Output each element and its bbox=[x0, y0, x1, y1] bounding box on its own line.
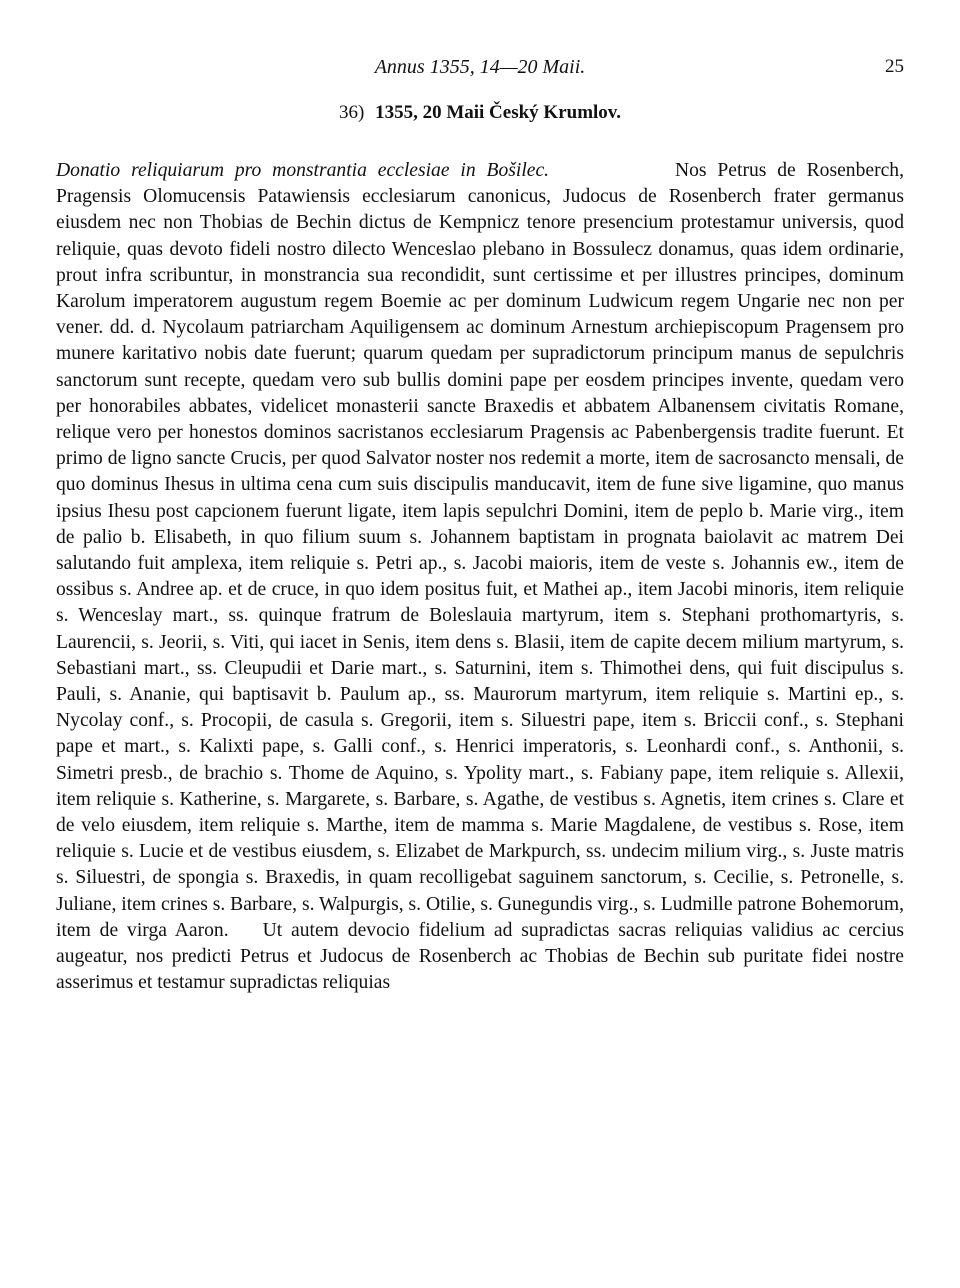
document-regest: Donatio reliquiarum pro monstrantia ecclesiae in Bošilec. bbox=[56, 160, 550, 181]
document-date-place: 1355, 20 Maii Český Krumlov. bbox=[375, 102, 622, 123]
document-heading bbox=[56, 102, 904, 130]
page-number: 25 bbox=[885, 56, 904, 77]
running-head-title: Annus 1355, 14—20 Maii. bbox=[374, 56, 586, 78]
document-text-part2: Ut autem devocio fidelium ad supradictas sacras reliquias validius ac cercius augeatur, nos predicti Petrus et Judocus de Rosenberch ac Thobias de Bechin sub puritate fidei nostre asserimus et testamur supradictas reliquias bbox=[56, 919, 904, 994]
document-body bbox=[56, 158, 904, 997]
document-text-part1: Nos Petrus de Rosenberch, Pragensis Olomucensis Patawiensis ecclesiarum canonicus, Judocus de Rosenberch frater germanus eiusdem nec non Thobias de Bechin dictus de Kempnicz tenore presencium protestamur universis, quod reliquie, quas devoto fideli nostro dilecto Wenceslao plebano in Bossulecz donamus, quas idem ordinarie, prout infra scribuntur, in monstrancia sua recondidit, sunt certissime et per illustres principes, dominum Karolum imperatorem augustum regem Boemie ac per dominum Ludwicum regem Ungarie nec non per vener. dd. d. Nycolaum patriarcham Aquiligensem ac dominum Arnestum archiepiscopum Pragensem pro munere karitativo nobis date fuerunt; quarum quedam per supradictorum principum manus de sepulchris sanctorum sunt recepte, quedam vero sub bullis domini pape per eosdem principes invente, quedam vero per honorabiles abbates, videlicet monasterii sancte Braxedis et abbatem Albanensem civitatis Romane, relique vero per honestos dominos sacristanos ecclesiarum Pragensis ac Pabenbergensis tradite fuerunt. Et primo de ligno sancte Crucis, per quod Salvator noster nos redemit a morte, item de sacrosancto mensali, de quo dominus Ihesus in ultima cena cum suis discipulis manducavit, item de fune sive ligamine, quo manus ipsius Ihesu post capcionem fuerunt ligate, item lapis sepulchri Domini, item de peplo b. Marie virg., item de palio b. Elisabeth, in quo filium suum s. Johannem baptistam in prognata baiolavit ac matrem Dei salutando fuit amplexa, item reliquie s. Petri ap., s. Jacobi maioris, item de veste s. Johannis ew., item de ossibus s. Andree ap. et de cruce, in quo idem positus fuit, et Mathei ap., item Jacobi minoris, item reliquie s. Wenceslay mart., ss. quinque fratrum de Boleslauia martyrum, item s. Stephani prothomartyris, s. Laurencii, s. Jeorii, s. Viti, qui iacet in Senis, item dens s. Blasii, item de capite decem milium martyrum, s. Sebastiani mart., ss. Cleupudii et Darie mart., s. Saturnini, item s. Thimothei dens, qui fuit discipulus s. Pauli, s. Ananie, qui baptisavit b. Paulum ap., ss. Maurorum martyrum, item reliquie s. Martini ep., s. Nycolay conf., s. Procopii, de casula s. Gregorii, item s. Siluestri pape, item s. Briccii conf., s. Stephani pape et mart., s. Kalixti pape, s. Galli conf., s. Henrici imperatoris, s. Leonhardi conf., s. Anthonii, s. Simetri presb., de brachio s. Thome de Aquino, s. Ypolity mart., s. Fabiany pape, item reliquie s. Allexii, item reliquie s. Katherine, s. Margarete, s. Barbare, s. Agathe, de vestibus s. Agnetis, item crines s. Clare et de velo eiusdem, item reliquie s. Marthe, item de mamma s. Marie Magdalene, de vestibus s. Rose, item reliquie s. Lucie et de vestibus eiusdem, s. Elizabet de Markpurch, ss. undecim milium virg., s. Juste matris s. Siluestri, de spongia s. Braxedis, in quam recolligebat saguinem sanctorum, s. Cecilie, s. Petronelle, s. Juliane, item crines s. Barbare, s. Walpurgis, s. Otilie, s. Gunegundis virg., s. Ludmille patrone Bohemorum, item de virga Aaron. bbox=[56, 160, 904, 941]
running-head bbox=[56, 56, 904, 86]
document-number: 36) bbox=[338, 102, 365, 123]
page bbox=[56, 56, 904, 997]
